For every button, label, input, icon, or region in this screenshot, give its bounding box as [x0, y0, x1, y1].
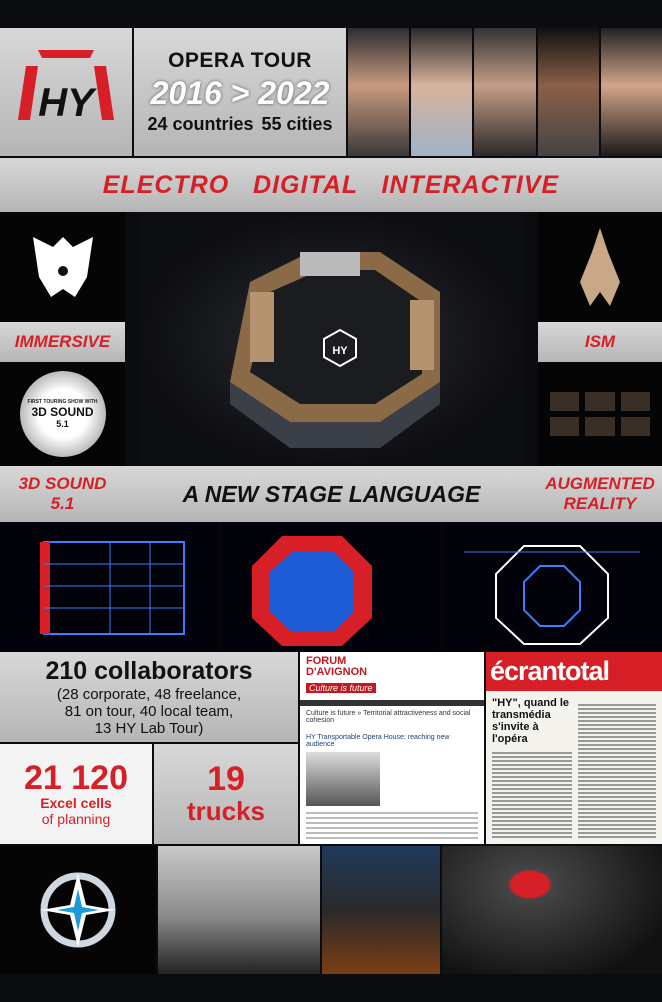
trucks-label: trucks	[186, 795, 266, 826]
sound-label-1: 3D SOUND	[18, 474, 107, 493]
thumbnail-image	[550, 392, 579, 411]
logo-text: HY	[38, 81, 94, 125]
dancers-photo	[158, 846, 320, 974]
stage-logo-text: HY	[332, 345, 348, 357]
banner-text: ELECTRO DIGITAL INTERACTIVE	[102, 170, 560, 199]
excel-box	[0, 744, 152, 844]
ecran-headline: "HY", quand le transmédia s'invite à l'opéra	[492, 697, 570, 745]
cities-count: 55 cities	[261, 114, 333, 134]
blueprint-row	[0, 522, 662, 652]
banner	[0, 158, 662, 212]
sound-badge-line3: 5.1	[56, 419, 69, 429]
tagline-box	[125, 466, 538, 522]
hy-logo-icon	[0, 28, 132, 156]
article-body-lines	[578, 704, 656, 838]
forum-headline: HY Transportable Opera House: reaching new audience	[306, 734, 450, 748]
ism-label-box	[538, 322, 662, 362]
augmented-thumbnails	[538, 362, 662, 466]
forum-breadcrumb: Culture is future » Territorial attractiveness and social cohesion	[306, 710, 471, 724]
forum-name-2: D'AVIGNON	[306, 666, 368, 678]
sound-badge-line1: FIRST TOURING SHOW WITH	[27, 399, 98, 405]
collaborators-count: 210 collaborators	[45, 657, 253, 685]
thumbnail-image	[621, 392, 650, 411]
seating-blueprint	[444, 522, 662, 652]
article-body-lines	[306, 812, 478, 842]
countries-count: 24 countries	[147, 114, 254, 134]
sound-badge-line2: 3D SOUND	[31, 405, 94, 419]
excel-label-1: Excel cells	[40, 795, 112, 811]
excel-label-2: of planning	[41, 811, 111, 827]
dancer-figure-icon	[570, 222, 630, 312]
portrait-photo	[601, 28, 662, 156]
hy-emblem-icon	[23, 227, 103, 307]
collaborators-breakdown-2: 81 on tour, 40 local team,	[64, 703, 234, 720]
trucks-number: 19	[207, 759, 245, 798]
stage-render	[140, 212, 523, 466]
forum-avignon-article[interactable]	[300, 652, 484, 844]
elevation-blueprint	[0, 522, 218, 652]
portrait-strip	[348, 28, 662, 156]
plan-blueprint	[222, 522, 440, 652]
portrait-photo	[538, 28, 599, 156]
ism-image	[538, 212, 662, 322]
masks-photo	[442, 846, 662, 974]
forum-tagline: Culture is future	[306, 683, 376, 693]
thumbnail-image	[550, 417, 579, 436]
thumbnail-image	[585, 417, 614, 436]
augmented-label-box	[538, 466, 662, 522]
thumbnail-image	[585, 392, 614, 411]
portrait-photo	[348, 28, 409, 156]
logo-panel	[0, 28, 132, 156]
article-image	[306, 752, 380, 806]
immersive-image	[0, 212, 125, 322]
studio-photo	[322, 846, 440, 974]
article-body-lines	[492, 752, 572, 838]
portrait-photo	[411, 28, 472, 156]
excel-number: 21 120	[24, 759, 128, 797]
ecran-title: écrantotal	[486, 652, 662, 691]
immersive-label-box	[0, 322, 125, 362]
tour-years: 2016 > 2022	[150, 75, 330, 111]
sound-badge-panel	[0, 362, 125, 466]
star-compass-icon	[33, 865, 123, 955]
ism-label: ISM	[584, 332, 616, 351]
tagline: A NEW STAGE LANGUAGE	[182, 480, 481, 507]
forum-name-1: FORUM	[306, 655, 347, 667]
ecran-total-article[interactable]	[486, 652, 662, 844]
collaborators-box	[0, 652, 298, 742]
portrait-photo	[474, 28, 535, 156]
immersive-label: IMMERSIVE	[14, 332, 111, 351]
sound-label-2: 5.1	[50, 494, 75, 513]
stage-model-icon	[140, 212, 523, 466]
augmented-label-2: REALITY	[563, 494, 637, 513]
compass-logo-tile	[0, 846, 156, 974]
thumbnail-image	[621, 417, 650, 436]
tour-title: OPERA TOUR	[168, 49, 312, 72]
trucks-box	[154, 744, 298, 844]
collaborators-breakdown-3: 13 HY Lab Tour)	[94, 720, 204, 737]
sound-badge	[20, 371, 106, 457]
augmented-label-1: AUGMENTED	[545, 474, 655, 493]
collaborators-breakdown-1: (28 corporate, 48 freelance,	[56, 686, 242, 703]
tour-panel	[134, 28, 346, 156]
sound-label-box	[0, 466, 125, 522]
